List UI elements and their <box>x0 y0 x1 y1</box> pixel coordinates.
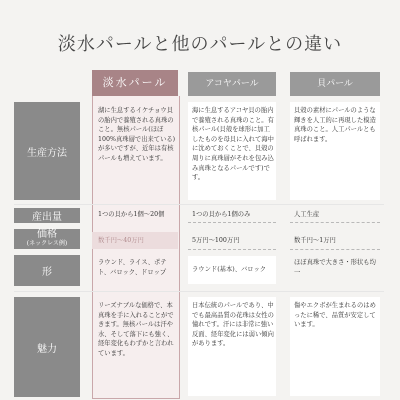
row-separator <box>14 204 384 205</box>
row-label-appeal: 魅力 <box>14 297 80 397</box>
price-label-sub: (ネックレス例) <box>26 240 68 247</box>
freshwater-production: 湖に生息するイケチョウ貝の胎内で養殖される真珠のこと。無核パール(ほぼ100%真珠層で出来ている)が多いですが、近年は有核パールも増えています。 <box>98 107 176 162</box>
header-shell: 貝パール <box>290 72 380 96</box>
shell-shape: ほぼ真珠で大きさ・形状も均一 <box>294 259 376 276</box>
price-label: 価格 <box>37 229 57 240</box>
page-title: 淡水パールと他のパールとの違い <box>57 34 343 55</box>
row-label-shape: 形 <box>14 255 80 286</box>
dashed-line <box>188 222 276 223</box>
shell-production: 貝殻の素材にパールのような輝きを人工的に再現した模造真珠のこと。人工パールとも呼ばれます。 <box>294 107 376 143</box>
row-label-output: 産出量 <box>14 208 80 223</box>
shell-price: 数千円〜1万円 <box>294 237 336 244</box>
shell-appeal: 傷やエクボが生まれるのはめったに稀で、品質が安定しています。 <box>294 302 376 329</box>
row-separator <box>14 291 384 292</box>
akoya-output: 1つの貝から1個のみ <box>192 211 251 218</box>
freshwater-output: 1つの貝から1個〜20個 <box>98 211 165 218</box>
dashed-line <box>188 249 276 250</box>
freshwater-price: 数千円〜40万円 <box>98 237 144 244</box>
akoya-production: 海に生息するアコヤ貝の胎内で養殖される真珠のこと。有核パール(貝殻を球形に加工したものを母貝に入れて海中に沈めておくことで、貝殻の周りに真珠層がそれを包み込み真珠となるパールです)です。 <box>192 107 274 182</box>
shell-output: 人工生産 <box>294 211 320 218</box>
akoya-appeal: 日本伝統のパールであり、中でも最高品質の花珠は女性の憧れです。汗には非常に強い反面、経年変化には弱い傾向があります。 <box>192 302 274 348</box>
header-freshwater: 淡水パール <box>102 76 168 89</box>
dashed-line <box>290 222 380 223</box>
row-label-production: 生産方法 <box>14 102 80 200</box>
header-akoya: アコヤパール <box>188 72 276 96</box>
freshwater-appeal: リーズナブルな価格で、本真珠を手に入れることができます。無核パールは汗や水、そして落下にも強く、経年変化もわずかと言われています。 <box>98 302 174 357</box>
row-label-price <box>14 229 80 249</box>
freshwater-shape: ラウンド、ライス、ポテト、バロック、ドロップ <box>98 259 167 276</box>
akoya-shape: ラウンド(基本)、バロック <box>192 266 267 273</box>
dashed-line <box>290 249 380 250</box>
akoya-price: 5万円〜100万円 <box>192 237 240 244</box>
